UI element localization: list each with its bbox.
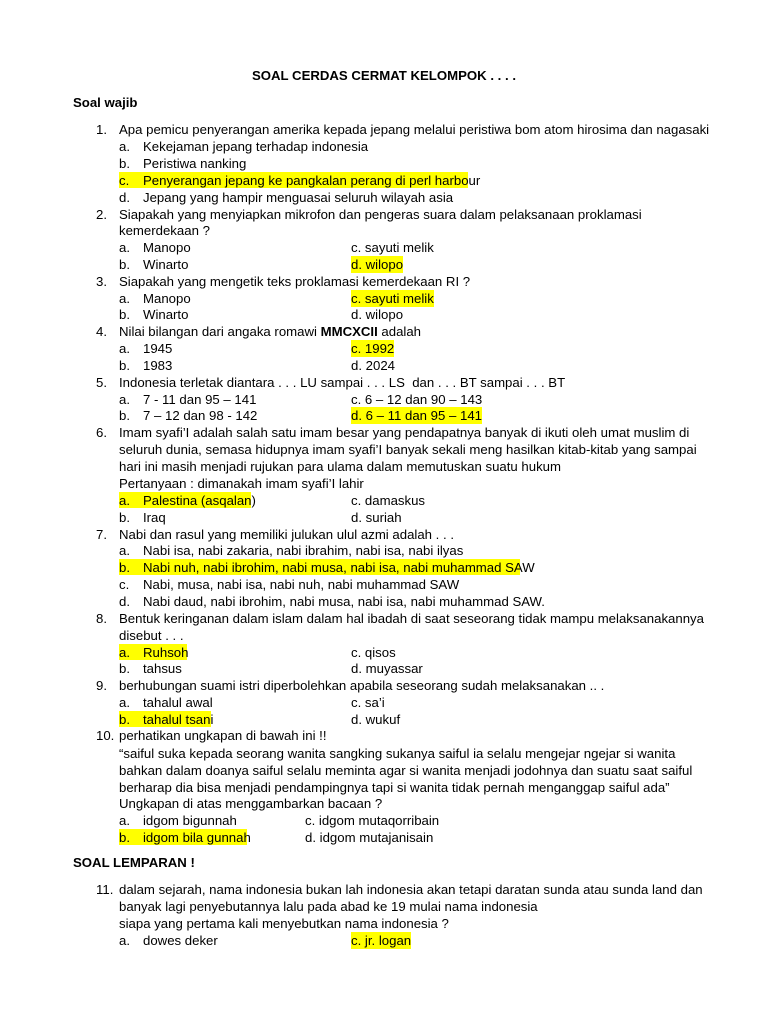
- option-b: Winarto: [143, 307, 189, 322]
- option-c: c. idgom mutaqorribain: [305, 813, 440, 828]
- section-heading-wajib: Soal wajib: [73, 95, 138, 110]
- question-text: disebut . . .: [119, 628, 184, 643]
- option-c: Nabi, musa, nabi isa, nabi nuh, nabi muhammad SAW: [143, 577, 460, 592]
- document-title: SOAL CERDAS CERMAT KELOMPOK . . . .: [251, 68, 516, 83]
- question-prompt: siapa yang pertama kali menyebutkan nama indonesia ?: [119, 916, 449, 931]
- option-b: 1983: [143, 358, 173, 373]
- option-label: c.: [119, 173, 130, 188]
- option-a: 1945: [143, 341, 173, 356]
- option-label: b.: [119, 307, 130, 322]
- question-number: 10.: [96, 728, 115, 743]
- option-c-answer: c. jr. logan: [351, 933, 412, 948]
- question-number: 5.: [96, 375, 107, 390]
- option-label: b.: [119, 830, 130, 845]
- question-text: seluruh dunia, semasa hidupnya imam syafi’I banyak sekali meng hasilkan kitab-kitab yang sampai: [119, 442, 697, 457]
- option-a-answer: Palestina (asqalan): [143, 493, 256, 508]
- question-text: Nabi dan rasul yang memiliki julukan ulul azmi adalah . . .: [119, 527, 454, 542]
- option-label: a.: [119, 695, 130, 710]
- option-a: tahalul awal: [143, 695, 213, 710]
- question-text-part: Nilai bilangan dari angaka romawi: [119, 324, 321, 339]
- option-d: Jepang yang hampir menguasai seluruh wilayah asia: [143, 190, 454, 205]
- question-text: kemerdekaan ?: [119, 223, 210, 238]
- option-label: a.: [119, 645, 130, 660]
- option-label: a.: [119, 493, 130, 508]
- option-b: Winarto: [143, 257, 189, 272]
- roman-numeral: MMCXCII: [320, 324, 378, 339]
- question-number: 1.: [96, 122, 107, 137]
- option-d: d. suriah: [351, 510, 402, 525]
- option-b: tahsus: [143, 661, 182, 676]
- option-d: d. wukuf: [351, 712, 401, 727]
- option-d: d. idgom mutajanisain: [305, 830, 434, 845]
- option-a: Manopo: [143, 240, 191, 255]
- option-label: d.: [119, 594, 130, 609]
- question-text: Siapakah yang mengetik teks proklamasi kemerdekaan RI ?: [119, 274, 471, 289]
- question-text: perhatikan ungkapan di bawah ini !!: [119, 728, 327, 743]
- option-c: c. 6 – 12 dan 90 – 143: [351, 392, 483, 407]
- option-label: b.: [119, 661, 130, 676]
- option-c: c. qisos: [351, 645, 396, 660]
- question-text: [119, 323, 421, 340]
- quote-text: bahkan dalam doanya saiful selalu meminta agar si wanita menjadi jodohnya dan suatu saat saiful: [119, 763, 693, 778]
- option-label: a.: [119, 291, 130, 306]
- question-text: dalam sejarah, nama indonesia bukan lah indonesia akan tetapi daratan sunda atau sunda land dan: [119, 882, 703, 897]
- option-label: a.: [119, 392, 130, 407]
- option-a: 7 - 11 dan 95 – 141: [143, 392, 257, 407]
- option-label: b.: [119, 560, 130, 575]
- option-d: d. 2024: [351, 358, 395, 373]
- option-label: b.: [119, 408, 130, 423]
- question-prompt: Ungkapan di atas menggambarkan bacaan ?: [119, 796, 383, 811]
- option-label: a.: [119, 341, 130, 356]
- option-c-answer: c. sayuti melik: [351, 291, 434, 306]
- option-label: b.: [119, 712, 130, 727]
- option-label: a.: [119, 240, 130, 255]
- option-d: Nabi daud, nabi ibrohim, nabi musa, nabi isa, nabi muhammad SAW.: [143, 594, 545, 609]
- question-number: 8.: [96, 611, 107, 626]
- option-d: d. muyassar: [351, 661, 423, 676]
- option-a: idgom bigunnah: [143, 813, 237, 828]
- option-label: d.: [119, 190, 130, 205]
- question-text: Apa pemicu penyerangan amerika kepada jepang melalui peristiwa bom atom hirosima dan nagasaki: [119, 122, 710, 137]
- option-c: c. sa’i: [351, 695, 385, 710]
- option-a: Manopo: [143, 291, 191, 306]
- option-label: a.: [119, 543, 130, 558]
- section-heading-lemparan: SOAL LEMPARAN !: [73, 855, 195, 870]
- question-number: 2.: [96, 207, 107, 222]
- option-a-answer: Ruhsoh: [143, 645, 189, 660]
- option-b: Peristiwa nanking: [143, 156, 247, 171]
- option-label: b.: [119, 257, 130, 272]
- option-b-answer: idgom bila gunnah: [143, 830, 251, 845]
- question-text: Siapakah yang menyiapkan mikrofon dan pengeras suara dalam pelaksanaan proklamasi: [119, 207, 642, 222]
- question-text: berhubungan suami istri diperbolehkan apabila seseorang sudah melaksanakan .. .: [119, 678, 605, 693]
- option-label: a.: [119, 139, 130, 154]
- question-text: Indonesia terletak diantara . . . LU sampai . . . LS dan . . . BT sampai . . . BT: [119, 375, 566, 390]
- question-text: banyak lagi penyebutannya lalu pada abad ke 19 mulai nama indonesia: [119, 899, 538, 914]
- question-number: 7.: [96, 527, 107, 542]
- option-a: Kekejaman jepang terhadap indonesia: [143, 139, 369, 154]
- question-text: Bentuk keringanan dalam islam dalam hal ibadah di saat seseorang tidak mampu melaksanakannya: [119, 611, 704, 626]
- question-text: hari ini masih menjadi rujukan para ulama dalam memutuskan suatu hukum: [119, 459, 562, 474]
- option-a: dowes deker: [143, 933, 218, 948]
- question-text-part: adalah: [377, 324, 422, 339]
- question-number: 4.: [96, 324, 107, 339]
- question-number: 6.: [96, 425, 107, 440]
- option-label: c.: [119, 577, 130, 592]
- option-d: d. wilopo: [351, 307, 404, 322]
- option-b: Iraq: [143, 510, 166, 525]
- option-b: 7 – 12 dan 98 - 142: [143, 408, 258, 423]
- option-label: b.: [119, 510, 130, 525]
- question-text: Imam syafi’I adalah salah satu imam besar yang pendapatnya banyak di ikuti oleh umat muslim di: [119, 425, 690, 440]
- option-label: a.: [119, 933, 130, 948]
- option-d-answer: d. wilopo: [351, 257, 404, 272]
- question-number: 3.: [96, 274, 107, 289]
- quote-text: “saiful suka kepada seorang wanita sangking sukanya saiful ia selalu mengejar ngejar si wanita: [119, 746, 676, 761]
- option-b-answer: Nabi nuh, nabi ibrohim, nabi musa, nabi isa, nabi muhammad SAW: [143, 560, 535, 575]
- question-number: 11.: [96, 882, 114, 897]
- option-label: b.: [119, 156, 130, 171]
- option-label: a.: [119, 813, 130, 828]
- option-c-answer: c. 1992: [351, 341, 395, 356]
- option-a: Nabi isa, nabi zakaria, nabi ibrahim, nabi isa, nabi ilyas: [143, 543, 464, 558]
- option-b-answer: tahalul tsani: [143, 712, 214, 727]
- question-prompt: Pertanyaan : dimanakah imam syafi’I lahir: [119, 476, 364, 491]
- option-d-answer: d. 6 – 11 dan 95 – 141: [351, 408, 483, 423]
- quote-text: berharap dia bisa menjadi pendampingnya tapi si wanita tidak pernah menganggap saiful ada”: [119, 780, 670, 795]
- question-number: 9.: [96, 678, 107, 693]
- option-c: c. sayuti melik: [351, 240, 434, 255]
- option-c: c. damaskus: [351, 493, 426, 508]
- option-c-answer: Penyerangan jepang ke pangkalan perang di perl harbour: [143, 173, 481, 188]
- option-label: b.: [119, 358, 130, 373]
